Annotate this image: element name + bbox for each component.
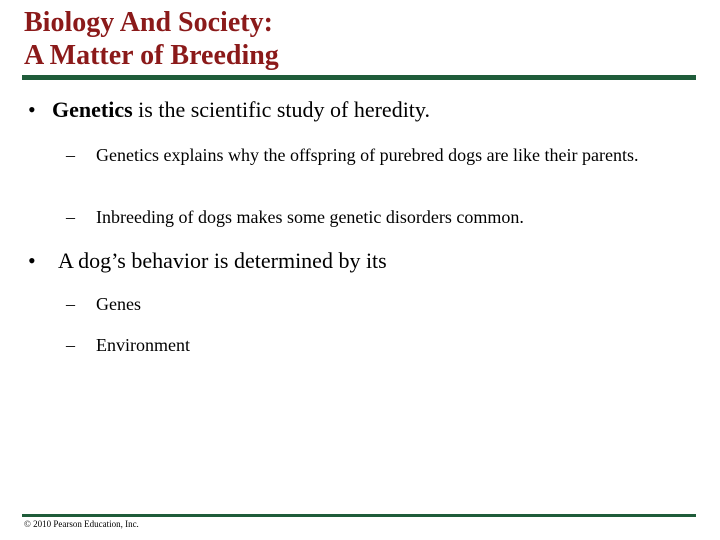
title-line-2: A Matter of Breeding	[24, 40, 279, 71]
slide-title	[24, 6, 279, 72]
title-line-1: Biology And Society:	[24, 7, 273, 38]
sub-bullet-text: Genetics explains why the offspring of purebred dogs are like their parents.	[96, 145, 639, 165]
sub-bullet-marker: –	[66, 294, 75, 314]
bullet-text: is the scientific study of heredity.	[132, 97, 430, 122]
bullet-bold-term: Genetics	[52, 97, 133, 122]
sub-bullet-text: Genes	[96, 294, 141, 314]
bullet-behavior	[28, 247, 387, 275]
sub-bullet-offspring	[66, 143, 656, 167]
bullet-marker: •	[28, 97, 36, 122]
copyright-footer: © 2010 Pearson Education, Inc.	[24, 519, 139, 529]
bullet-text: A dog’s behavior is determined by its	[58, 248, 387, 273]
sub-bullet-marker: –	[66, 207, 75, 227]
sub-bullet-marker: –	[66, 335, 75, 355]
bullet-marker: •	[28, 248, 36, 273]
sub-bullet-text: Inbreeding of dogs makes some genetic disorders common.	[96, 207, 524, 227]
sub-bullet-genes	[66, 292, 656, 316]
title-divider	[22, 75, 696, 80]
sub-bullet-inbreeding	[66, 205, 656, 229]
bullet-genetics	[28, 96, 430, 124]
sub-bullet-environment	[66, 333, 656, 357]
footer-divider	[22, 514, 696, 517]
sub-bullet-marker: –	[66, 145, 75, 165]
sub-bullet-text: Environment	[96, 335, 190, 355]
